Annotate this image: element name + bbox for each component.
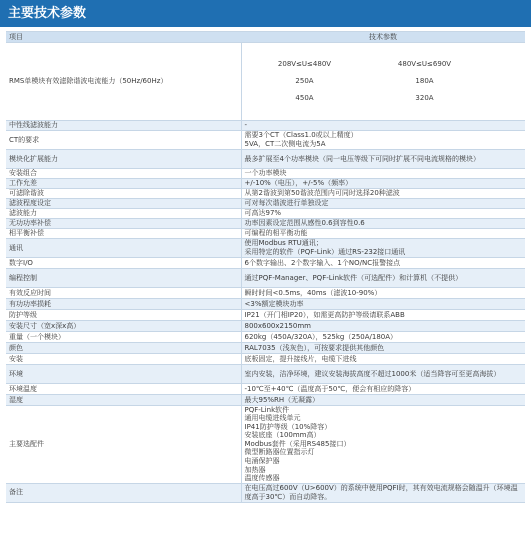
rms-current-high-1: 180A bbox=[415, 77, 434, 86]
row-name: 颜色 bbox=[6, 342, 241, 353]
row-value: 可高达97% bbox=[241, 208, 525, 218]
row-name: 通讯 bbox=[6, 238, 241, 257]
table-row bbox=[6, 364, 525, 383]
page-title: 主要技术参数 bbox=[0, 0, 531, 27]
row-value: 最大95%RH（无凝露） bbox=[241, 394, 525, 405]
header-param: 项目 bbox=[6, 32, 241, 43]
row-value: - bbox=[241, 120, 525, 130]
table-row bbox=[6, 198, 525, 208]
row-value: 底板固定，提升接线片，电缆下进线 bbox=[241, 353, 525, 364]
table-row bbox=[6, 149, 525, 168]
row-name: 备注 bbox=[6, 483, 241, 502]
row-name: 主要选配件 bbox=[6, 405, 241, 483]
table-row bbox=[6, 120, 525, 130]
row-value: 620kg（450A/320A），525kg（250A/180A） bbox=[241, 331, 525, 342]
spec-table bbox=[6, 31, 525, 503]
table-row bbox=[6, 218, 525, 228]
rms-current-low-1: 250A bbox=[295, 77, 314, 86]
table-row bbox=[6, 405, 525, 483]
row-value: 最多扩展至4个功率模块（同一电压等级下可同时扩展不同电流规格的模块） bbox=[241, 149, 525, 168]
rms-col-high bbox=[365, 52, 485, 112]
table-row bbox=[6, 298, 525, 309]
row-value bbox=[241, 43, 525, 121]
table-row bbox=[6, 208, 525, 218]
row-name: 工作允差 bbox=[6, 178, 241, 188]
row-name: 安装尺寸（宽x深x高） bbox=[6, 320, 241, 331]
row-value: 通过PQF-Manager、PQF-Link软件（可选配件）和计算机（不提供） bbox=[241, 268, 525, 287]
rms-range-low: 208V≤U≤480V bbox=[277, 60, 332, 69]
row-value: 800x600x2150mm bbox=[241, 320, 525, 331]
row-name: 安装组合 bbox=[6, 168, 241, 178]
table-row bbox=[6, 483, 525, 502]
row-value: PQF-Link软件 通用电缆进线单元 IP41防护等级（10%降容） 安装底座（100mm高） Modbus套件（采用RS485接口） 微型断路器位置指示灯 电涌保护器 加热器 温度传感器 bbox=[241, 405, 525, 483]
row-name: 环境 bbox=[6, 364, 241, 383]
row-name: 模块化扩展能力 bbox=[6, 149, 241, 168]
table-row bbox=[6, 257, 525, 268]
row-name: 安装 bbox=[6, 353, 241, 364]
table-header bbox=[6, 32, 525, 43]
rms-range-high: 480V≤U≤690V bbox=[397, 60, 452, 69]
row-name: 可滤除谐波 bbox=[6, 188, 241, 198]
rms-current-high-2: 320A bbox=[415, 94, 434, 103]
row-name: 编程控制 bbox=[6, 268, 241, 287]
row-name: 相平衡补偿 bbox=[6, 228, 241, 238]
table-row bbox=[6, 188, 525, 198]
table-row bbox=[6, 353, 525, 364]
row-name: 滤波能力 bbox=[6, 208, 241, 218]
row-value: 室内安装，洁净环境，建议安装海拔高度不超过1000米（适当降容可至更高海拔） bbox=[241, 364, 525, 383]
row-name: 无功功率补偿 bbox=[6, 218, 241, 228]
row-value: 在电压高过600V（U>600V）的系统中使用PQFI时，其有效电流规格会随温升（环境温度高于30℃）而自动降容。 bbox=[241, 483, 525, 502]
row-value: 使用Modbus RTU通讯； 采用特定的软件（PQF-Link）通过RS-232接口通讯 bbox=[241, 238, 525, 257]
row-name: 有效反应时间 bbox=[6, 287, 241, 298]
table-row bbox=[6, 320, 525, 331]
row-value: 功率因素设定范围从感性0.6到容性0.6 bbox=[241, 218, 525, 228]
row-name: 防护等级 bbox=[6, 309, 241, 320]
row-value: 一个功率模块 bbox=[241, 168, 525, 178]
rms-current-low-2: 450A bbox=[295, 94, 314, 103]
row-value: 可编程的相平衡功能 bbox=[241, 228, 525, 238]
row-value: 6个数字输出、2个数字输入、1个NO/NC报警接点 bbox=[241, 257, 525, 268]
row-name: RMS单模块有效滤除谐波电流能力（50Hz/60Hz） bbox=[6, 43, 241, 121]
row-value: +/-10%（电压），+/-5%（频率） bbox=[241, 178, 525, 188]
row-value: 从第2谐波到第50谐波范围内可同时选择20种滤波 bbox=[241, 188, 525, 198]
table-row bbox=[6, 228, 525, 238]
row-value: IP21（开门相IP20），如需更高防护等级请联系ABB bbox=[241, 309, 525, 320]
table-row bbox=[6, 268, 525, 287]
row-name: 滤波程度设定 bbox=[6, 198, 241, 208]
row-name: 湿度 bbox=[6, 394, 241, 405]
row-name: CT的要求 bbox=[6, 130, 241, 149]
table-row bbox=[6, 309, 525, 320]
row-value: 可对每次谐波进行单独设定 bbox=[241, 198, 525, 208]
row-name: 中性线滤波能力 bbox=[6, 120, 241, 130]
table-row bbox=[6, 238, 525, 257]
rms-col-low bbox=[245, 52, 365, 112]
table-row bbox=[6, 331, 525, 342]
table-row bbox=[6, 130, 525, 149]
table-row bbox=[6, 168, 525, 178]
table-row bbox=[6, 394, 525, 405]
table-row bbox=[6, 342, 525, 353]
row-value: -10℃至+40℃（温度高于50℃，便会有相应的降容） bbox=[241, 383, 525, 394]
row-name: 环境温度 bbox=[6, 383, 241, 394]
row-value: 瞬时时间<0.5ms，40ms（滤波10-90%） bbox=[241, 287, 525, 298]
row-value: RAL7035（浅灰色），可按要求提供其他颜色 bbox=[241, 342, 525, 353]
row-name: 有功功率损耗 bbox=[6, 298, 241, 309]
row-value: 需要3个CT（Class1.0或以上精度） 5VA，CT二次侧电流为5A bbox=[241, 130, 525, 149]
row-name: 数字I/O bbox=[6, 257, 241, 268]
header-value: 技术参数 bbox=[241, 32, 525, 43]
table-row-rms bbox=[6, 43, 525, 121]
row-value: <3%额定模块功率 bbox=[241, 298, 525, 309]
row-name: 重量（一个模块） bbox=[6, 331, 241, 342]
table-row bbox=[6, 383, 525, 394]
table-row bbox=[6, 287, 525, 298]
table-row bbox=[6, 178, 525, 188]
rms-voltage-grid bbox=[245, 52, 523, 112]
